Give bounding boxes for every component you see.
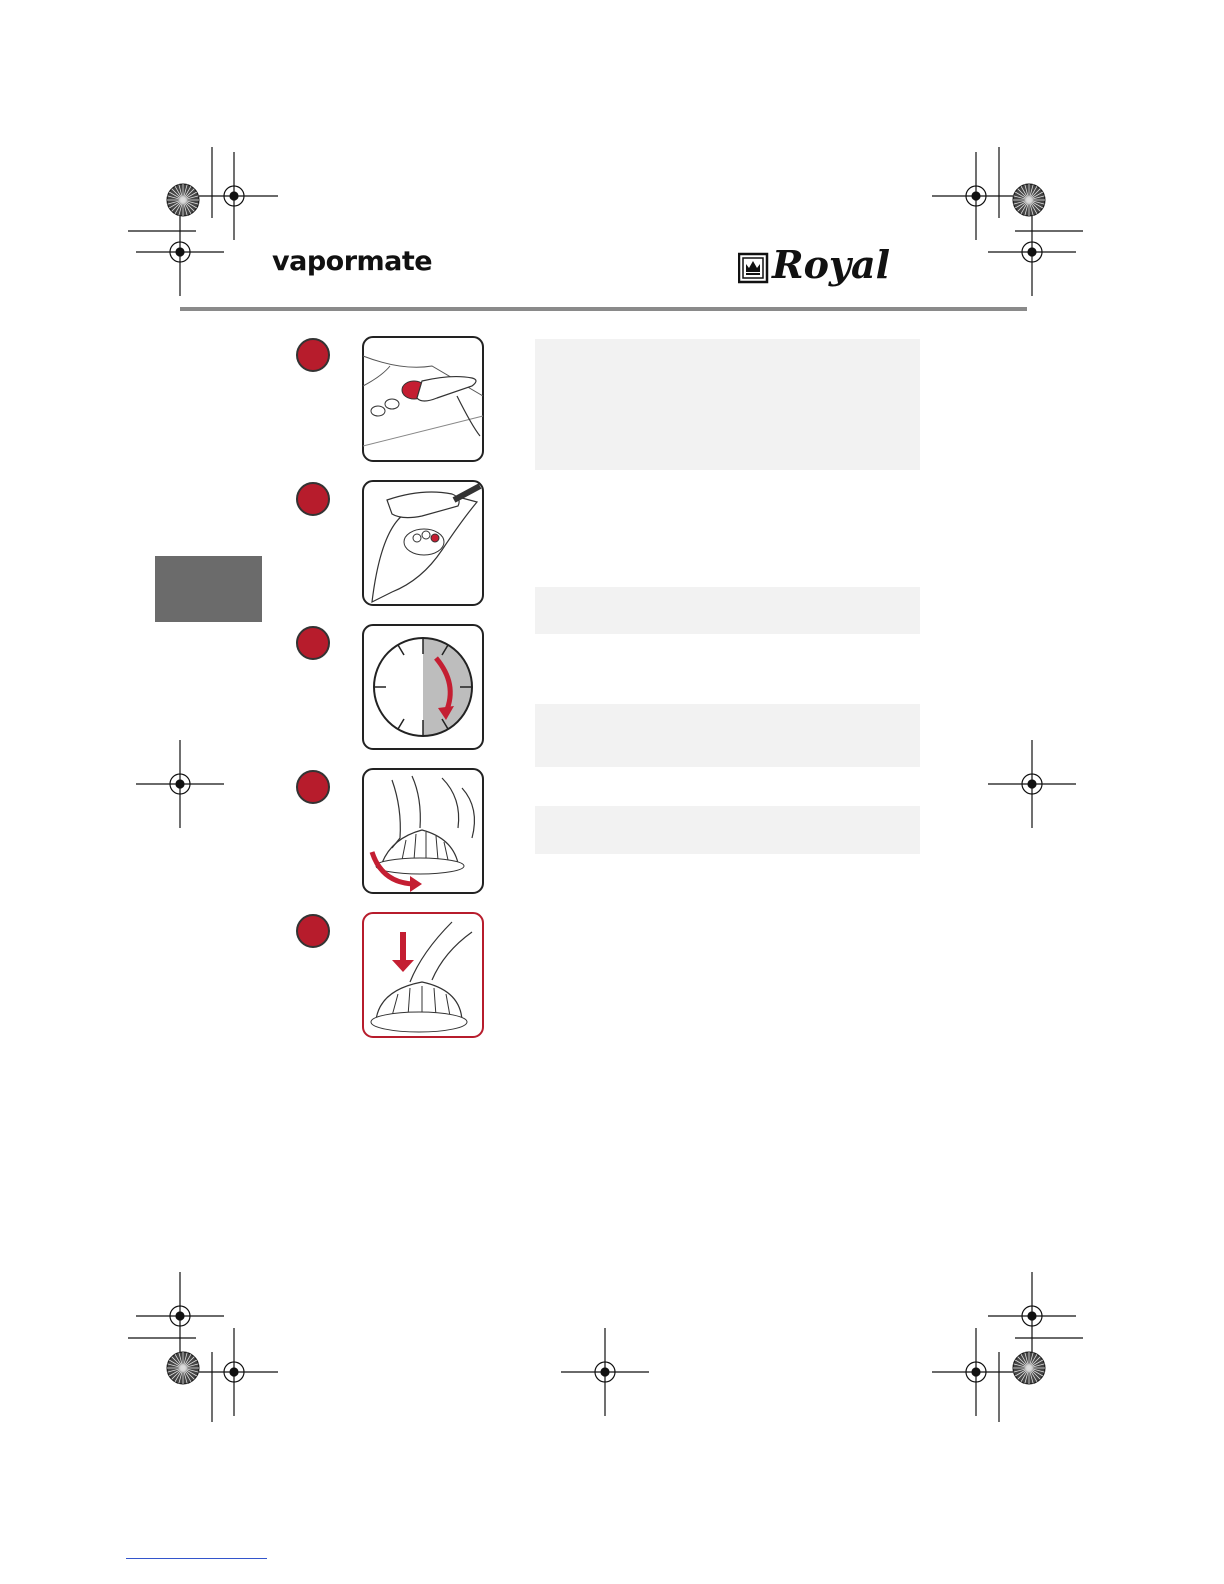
step-marker bbox=[296, 482, 330, 516]
crosshair-target-icon bbox=[190, 1328, 278, 1416]
press-cap-down-icon bbox=[362, 912, 484, 1038]
dial-timer-icon bbox=[362, 624, 484, 750]
starburst-target-icon bbox=[1013, 1352, 1045, 1384]
twist-cap-icon bbox=[362, 768, 484, 894]
side-tab bbox=[155, 556, 262, 622]
step-marker bbox=[296, 338, 330, 372]
step-4-panel bbox=[535, 806, 920, 854]
header-rule bbox=[180, 307, 1027, 311]
brand-wordmark: Royal bbox=[772, 242, 891, 287]
hand-grip-iron-icon bbox=[362, 480, 484, 606]
crosshair-target-icon bbox=[190, 152, 278, 240]
step-1-panel bbox=[535, 339, 920, 470]
footer-link-line bbox=[126, 1558, 267, 1559]
crown-emblem-icon bbox=[739, 254, 767, 282]
step-3-panel bbox=[535, 704, 920, 767]
crosshair-target-icon bbox=[988, 1272, 1076, 1360]
press-red-button-icon bbox=[362, 336, 484, 462]
crosshair-target-icon bbox=[932, 152, 1020, 240]
crosshair-target-icon bbox=[136, 208, 224, 296]
crosshair-target-icon bbox=[988, 740, 1076, 828]
crosshair-target-icon bbox=[561, 1328, 649, 1416]
crosshair-target-icon bbox=[932, 1328, 1020, 1416]
step-marker bbox=[296, 914, 330, 948]
step-2-panel bbox=[535, 587, 920, 634]
crosshair-target-icon bbox=[136, 1272, 224, 1360]
starburst-target-icon bbox=[167, 1352, 199, 1384]
starburst-target-icon bbox=[167, 184, 199, 216]
step-marker bbox=[296, 770, 330, 804]
crosshair-target-icon bbox=[988, 208, 1076, 296]
product-name: vapormate bbox=[272, 246, 433, 277]
starburst-target-icon bbox=[1013, 184, 1045, 216]
crosshair-target-icon bbox=[136, 740, 224, 828]
step-marker bbox=[296, 626, 330, 660]
